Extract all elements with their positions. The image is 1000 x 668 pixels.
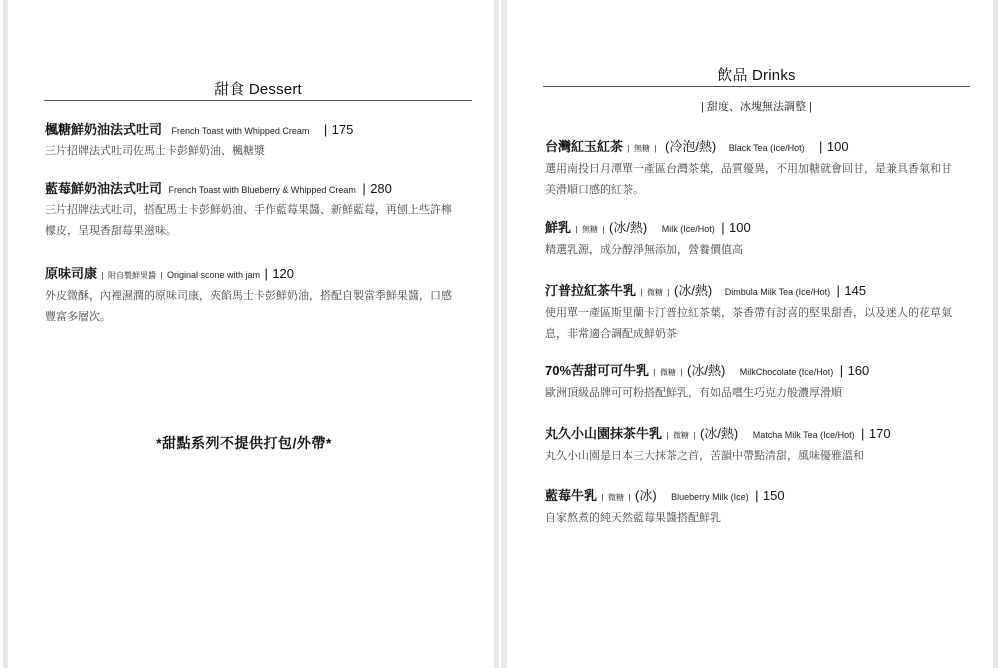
dessert-item-1 bbox=[45, 121, 475, 162]
item-description bbox=[545, 303, 975, 345]
item-name-en: French Toast with Whipped Cream bbox=[171, 126, 310, 136]
description-line: 丸久小山園是日本三大抹茶之首，苦韻中帶點清甜，風味優雅溫和 bbox=[545, 450, 864, 462]
item-name-zh: 鮮乳 bbox=[545, 220, 572, 235]
description-line: 外皮微酥，內裡濕潤的原味司康，夾餡馬士卡彭鮮奶油，搭配自製當季鮮果醬，口感 bbox=[45, 290, 452, 302]
item-price: 150 bbox=[762, 488, 785, 503]
item-temperature: (冰/熱) bbox=[673, 283, 713, 298]
description-line: 豐富多層次。 bbox=[45, 311, 111, 323]
item-description bbox=[545, 240, 975, 261]
drink-item-1 bbox=[545, 138, 975, 201]
drink-item-4 bbox=[545, 362, 975, 404]
item-tag: 微糖 bbox=[647, 288, 663, 297]
item-price: 100 bbox=[826, 139, 849, 154]
item-tag: 微糖 bbox=[660, 368, 677, 377]
item-name-en: Dimbula Milk Tea (Ice/Hot) bbox=[724, 287, 831, 297]
drink-item-3 bbox=[545, 282, 975, 345]
item-name-en: Milk (Ice/Hot) bbox=[661, 224, 715, 234]
tag-separator: | bbox=[601, 493, 604, 502]
price-separator: | bbox=[323, 122, 328, 137]
drink-item-6 bbox=[545, 487, 975, 529]
item-price: 145 bbox=[844, 283, 867, 298]
item-temperature: (冷泡/熱) bbox=[664, 139, 717, 154]
item-name-zh: 楓糖鮮奶油法式吐司 bbox=[45, 122, 163, 137]
description-line: 三片招牌法式吐司，搭配馬士卡彭鮮奶油、手作藍莓果醬、新鮮藍莓，再刨上些許檸 bbox=[45, 204, 452, 216]
drinks-title-rule bbox=[543, 86, 970, 87]
item-price: 120 bbox=[272, 266, 295, 281]
item-tag: 微糖 bbox=[673, 431, 689, 440]
item-name-en: Matcha Milk Tea (Ice/Hot) bbox=[752, 430, 855, 440]
item-temperature: (冰/熱) bbox=[608, 220, 648, 235]
item-name-zh: 70%苦甜可可牛乳 bbox=[545, 363, 650, 378]
price-separator: | bbox=[819, 139, 823, 154]
tag-separator: | bbox=[627, 144, 630, 153]
dessert-title: 甜食 Dessert bbox=[214, 81, 302, 98]
dessert-item-2 bbox=[45, 180, 475, 242]
tag-separator: | bbox=[667, 288, 670, 297]
item-description bbox=[545, 446, 975, 467]
description-line: 選用南投日月潭單一產區台灣茶葉，品質優異，不用加糖就會回甘，是兼具香氣和甘 bbox=[545, 163, 952, 175]
item-tag: 無糖 bbox=[634, 144, 650, 153]
tag-separator: | bbox=[602, 225, 605, 234]
dessert-item-3 bbox=[45, 265, 475, 328]
item-name-en: Black Tea (Ice/Hot) bbox=[728, 143, 805, 153]
item-price: 175 bbox=[331, 122, 354, 137]
item-description bbox=[45, 286, 475, 328]
tag-separator: | bbox=[680, 368, 683, 377]
item-description bbox=[45, 141, 475, 162]
price-separator: | bbox=[839, 363, 844, 378]
price-separator: | bbox=[836, 283, 840, 298]
item-description bbox=[545, 383, 975, 404]
item-temperature: (冰/熱) bbox=[699, 426, 739, 441]
description-line: 歐洲頂級品牌可可粉搭配鮮乳，有如品嚐生巧克力般濃厚滑順 bbox=[545, 387, 842, 399]
page-edge-right bbox=[993, 0, 998, 668]
description-line: 三片招牌法式吐司佐馬士卡彭鮮奶油、楓糖漿 bbox=[45, 145, 265, 157]
item-temperature: (冰/熱) bbox=[687, 363, 726, 378]
item-name-zh: 丸久小山園抹茶牛乳 bbox=[545, 426, 663, 441]
tag-separator: | bbox=[628, 493, 631, 502]
page-edge-center-right bbox=[501, 0, 507, 668]
description-line: 美滑順口感的紅茶。 bbox=[545, 184, 644, 196]
item-name-zh: 原味司康 bbox=[45, 266, 98, 281]
item-temperature: (冰) bbox=[634, 488, 657, 503]
page-edge-left bbox=[3, 0, 8, 668]
page-edge-center-left bbox=[494, 0, 499, 668]
tag-separator: | bbox=[160, 271, 163, 280]
price-separator: | bbox=[362, 181, 366, 196]
description-line: 自家熬煮的純天然藍莓果醬搭配鮮乳 bbox=[545, 512, 721, 524]
tag-separator: | bbox=[666, 431, 669, 440]
item-price: 170 bbox=[868, 426, 891, 441]
dessert-title-rule bbox=[44, 100, 472, 101]
drink-item-2 bbox=[545, 219, 975, 261]
price-separator: | bbox=[721, 220, 725, 235]
tag-separator: | bbox=[693, 431, 696, 440]
tag-separator: | bbox=[640, 288, 643, 297]
item-name-zh: 台灣紅玉紅茶 bbox=[545, 139, 624, 154]
item-description bbox=[545, 508, 975, 529]
item-description bbox=[45, 200, 475, 242]
drinks-title: 飲品 Drinks bbox=[717, 67, 796, 84]
item-name-zh: 藍莓牛乳 bbox=[545, 488, 598, 503]
price-separator: | bbox=[264, 266, 268, 281]
price-separator: | bbox=[755, 488, 759, 503]
item-name-zh: 汀普拉紅茶牛乳 bbox=[545, 283, 637, 298]
description-line: 使用單一產區斯里蘭卡汀普拉紅茶葉，茶香帶有討喜的堅果甜香，以及迷人的花草氣 bbox=[545, 307, 952, 319]
drink-item-5 bbox=[545, 425, 975, 467]
item-price: 160 bbox=[847, 363, 870, 378]
item-name-en: MilkChocolate (Ice/Hot) bbox=[739, 367, 834, 377]
drinks-subtitle: | 甜度、冰塊無法調整 | bbox=[701, 101, 812, 113]
description-line: 息，非常適合調配成鮮奶茶 bbox=[545, 328, 677, 340]
item-tag: 附自製鮮果醬 bbox=[108, 271, 156, 280]
price-separator: | bbox=[861, 426, 865, 441]
item-name-en: Blueberry Milk (Ice) bbox=[671, 492, 749, 502]
item-price: 100 bbox=[729, 220, 751, 235]
no-takeout-note: *甜點系列不提供打包/外帶* bbox=[156, 435, 332, 451]
item-name-en: Original scone with jam bbox=[166, 270, 261, 280]
item-description bbox=[545, 159, 975, 201]
item-name-en: French Toast with Blueberry & Whipped Cream bbox=[168, 185, 356, 195]
item-price: 280 bbox=[370, 181, 392, 196]
tag-separator: | bbox=[653, 368, 656, 377]
item-name-zh: 藍莓鮮奶油法式吐司 bbox=[45, 181, 163, 196]
tag-separator: | bbox=[654, 144, 657, 153]
item-tag: 微糖 bbox=[608, 493, 624, 502]
tag-separator: | bbox=[575, 225, 578, 234]
description-line: 檬皮，呈現香甜莓果滋味。 bbox=[45, 225, 177, 237]
item-tag: 無糖 bbox=[582, 225, 598, 234]
tag-separator: | bbox=[101, 271, 104, 280]
description-line: 精選乳源，成分醇淨無添加，營養價值高 bbox=[545, 244, 743, 256]
